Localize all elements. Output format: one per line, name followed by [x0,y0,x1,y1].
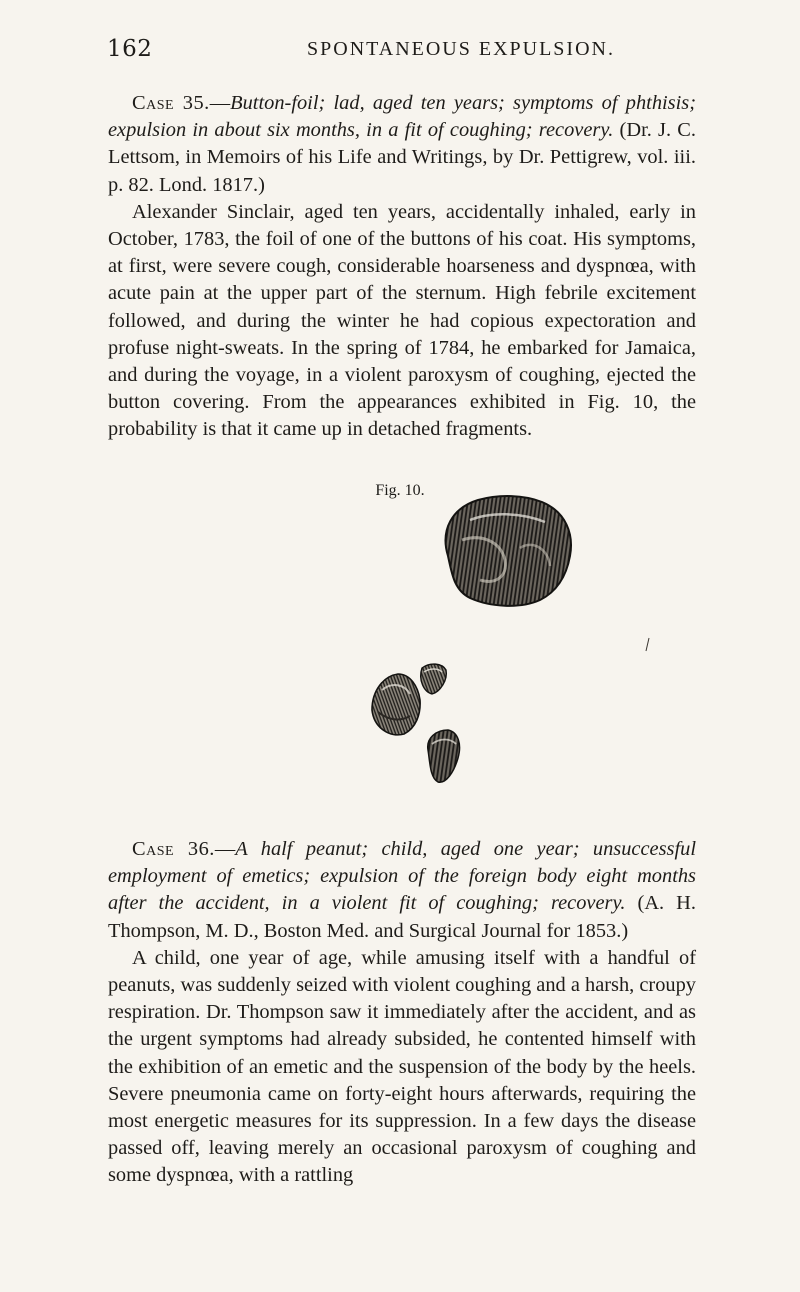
fragment-upper-small-icon [421,664,447,694]
page-number: 162 [107,36,153,62]
case-35-section [108,90,696,444]
figure-caption: Fig. 10. [375,482,425,499]
fragment-lower-right-icon [428,730,460,782]
running-title: SPONTANEOUS EXPULSION. [307,38,615,60]
case-35-summary: Button-foil; lad, aged ten years; symptoms of phthisis; expulsion in about six months, in a fit of coughing; recovery. [108,92,697,142]
fragment-large-icon [446,496,571,606]
case-35-body: Alexander Sinclair, aged ten years, accidentally inhaled, early in October, 1783, the foil of one of the buttons of his coat. His symptoms, at first, were severe cough, considerable hoarseness and dyspnœa, with acute pain at the upper part of the sternum. High febrile excitement followed, and during the winter he had copious expectoration and profuse night-sweats. In the spring of 1784, he embarked for Jamaica, and during the voyage, in a violent paroxysm of coughing, ejected the button covering. From the appearances exhibited in Fig. 10, the probability is that it came up in detached fragments. [108,200,696,441]
case-36-label: Case 36. [132,838,215,860]
print-blemish-mark [646,638,649,651]
case-36-citation: (A. H. Thompson, M. D., Boston Med. and Surgical Journal for 1853.) [108,892,697,942]
fragment-left-icon [372,674,420,735]
running-head [107,36,697,66]
case-35-citation: (Dr. J. C. Lettsom, in Memoirs of his Life and Writings, by Dr. Pettigrew, vol. iii. p. 82. Lond. 1817.) [108,119,696,196]
case-36-heading: Case 36.—A half peanut; child, aged one year; unsuccessful employment of emetics; expulsion of the foreign body eight months after the accident, in a violent fit of coughing; recovery. (A. H. Thompson, M. D., Boston Med. and Surgical Journal for 1853.) [108,838,697,942]
case-36-summary: A half peanut; child, aged one year; unsuccessful employment of emetics; expulsion of the foreign body eight months after the accident, in a violent fit of coughing; recovery. [108,838,696,915]
case-36-section [108,836,696,1190]
case-36-body: A child, one year of age, while amusing itself with a handful of peanuts, was suddenly seized with violent coughing and a harsh, croupy respiration. Dr. Thompson saw it immediately after the accident, and as the urgent symptoms had already subsided, he contented himself with the exhibition of an emetic and the suspension of the body by the heels. Severe pneumonia came on forty-eight hours afterwards, requiring the most energetic measures for its suppression. In a few days the disease passed off, leaving merely an occasional paroxysm of coughing and some dyspnœa, with a rattling [108,946,696,1187]
case-35-heading: Case 35.—Button-foil; lad, aged ten years; symptoms of phthisis; expulsion in about six months, in a fit of coughing; recovery. (Dr. J. C. Lettsom, in Memoirs of his Life and Writings, by Dr. Pettigrew, vol. iii. p. 82. Lond. 1817.) [108,92,697,196]
case-35-label: Case 35. [132,92,210,114]
